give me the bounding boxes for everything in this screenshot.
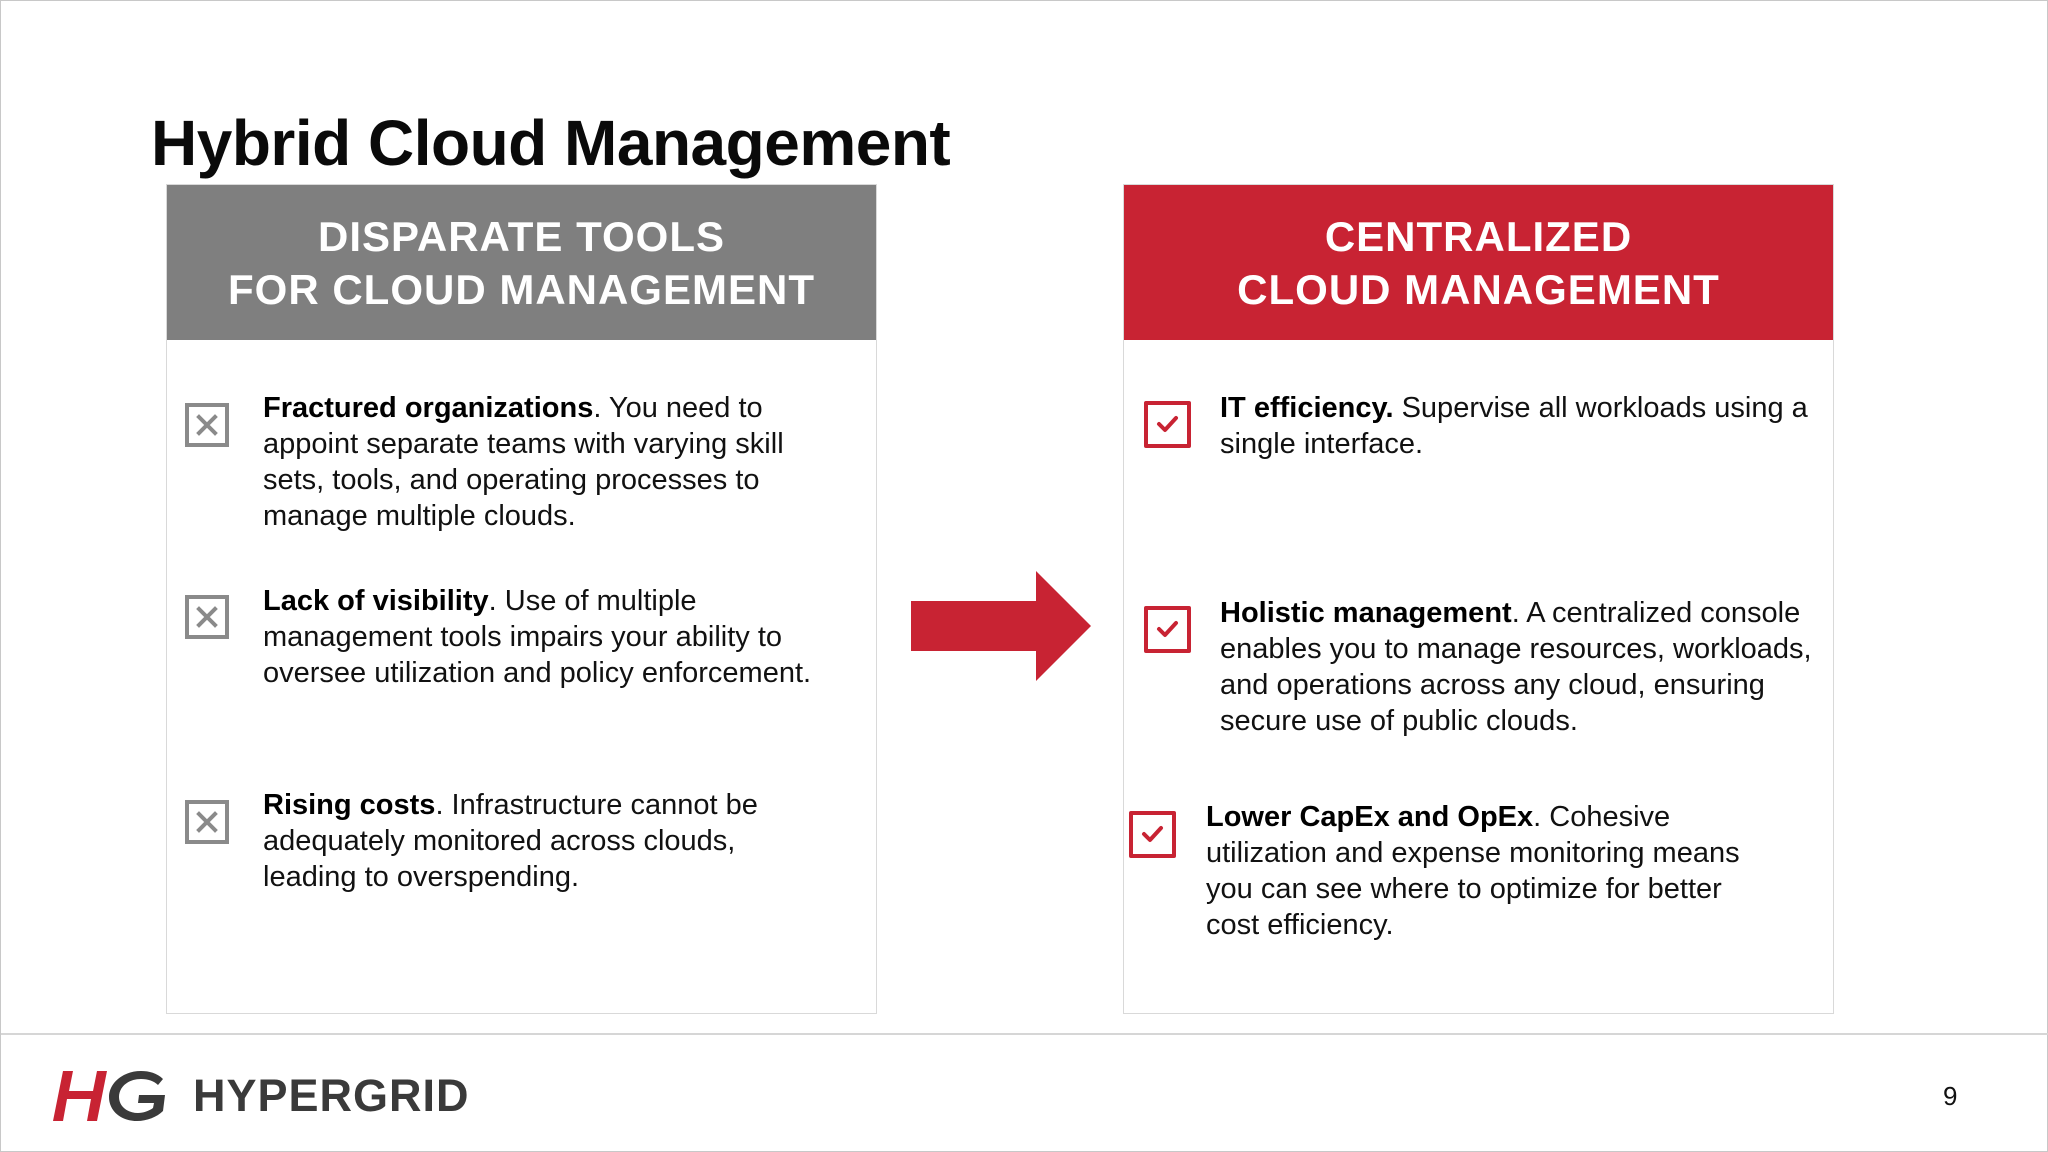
brand-name: HYPERGRID — [193, 1070, 470, 1121]
page-number: 9 — [1943, 1081, 1958, 1111]
hypergrid-logo — [53, 1063, 470, 1129]
item-text: . Infrastructure cannot be adequately monitored across clouds, leading to overspending. — [263, 789, 758, 893]
item-heading: IT efficiency. — [1220, 392, 1394, 424]
hg-logo-icon — [53, 1063, 179, 1129]
item-text: . Cohesive utilization and expense monitoring means you can see where to optimize for better cost efficiency. — [1206, 801, 1740, 941]
item-heading: Lack of visibility — [263, 585, 489, 617]
heading-line-2: CLOUD MANAGEMENT — [1237, 265, 1720, 313]
item-text: . Use of multiple management tools impairs your ability to oversee utilization and policy enforcement. — [263, 585, 812, 689]
x-box-icon — [185, 800, 229, 844]
heading-line-1: CENTRALIZED — [1324, 212, 1633, 260]
list-item — [263, 583, 853, 691]
item-heading: Holistic management — [1220, 597, 1512, 629]
item-heading: Lower CapEx and OpEx — [1206, 801, 1534, 833]
item-text: . You need to appoint separate teams with varying skill sets, tools, and operating processes to manage multiple clouds. — [263, 392, 784, 532]
centralized-management-panel — [1123, 184, 1834, 1014]
list-item — [1206, 799, 1776, 943]
footer-divider — [1, 1033, 2048, 1035]
item-heading: Rising costs — [263, 789, 436, 821]
list-item — [263, 787, 803, 895]
checkbox-icon — [1129, 811, 1176, 858]
item-text: Supervise all workloads using a single interface. — [1220, 392, 1808, 460]
checkbox-icon — [1144, 606, 1191, 653]
item-heading: Fractured organizations — [263, 392, 594, 424]
x-box-icon — [185, 403, 229, 447]
heading-line-2: FOR CLOUD MANAGEMENT — [228, 265, 815, 313]
x-box-icon — [185, 595, 229, 639]
disparate-tools-panel — [166, 184, 877, 1014]
right-arrow-icon — [911, 571, 1095, 681]
disparate-tools-heading — [167, 185, 876, 340]
list-item — [1220, 390, 1820, 462]
centralized-management-heading — [1124, 185, 1833, 340]
heading-line-1: DISPARATE TOOLS — [317, 212, 726, 260]
list-item — [263, 390, 833, 534]
slide-title: Hybrid Cloud Management — [151, 107, 951, 179]
item-text: . A centralized console enables you to manage resources, workloads, and operations across any cloud, ensuring secure use of public clouds. — [1220, 597, 1812, 737]
checkbox-icon — [1144, 401, 1191, 448]
list-item — [1220, 595, 1820, 739]
